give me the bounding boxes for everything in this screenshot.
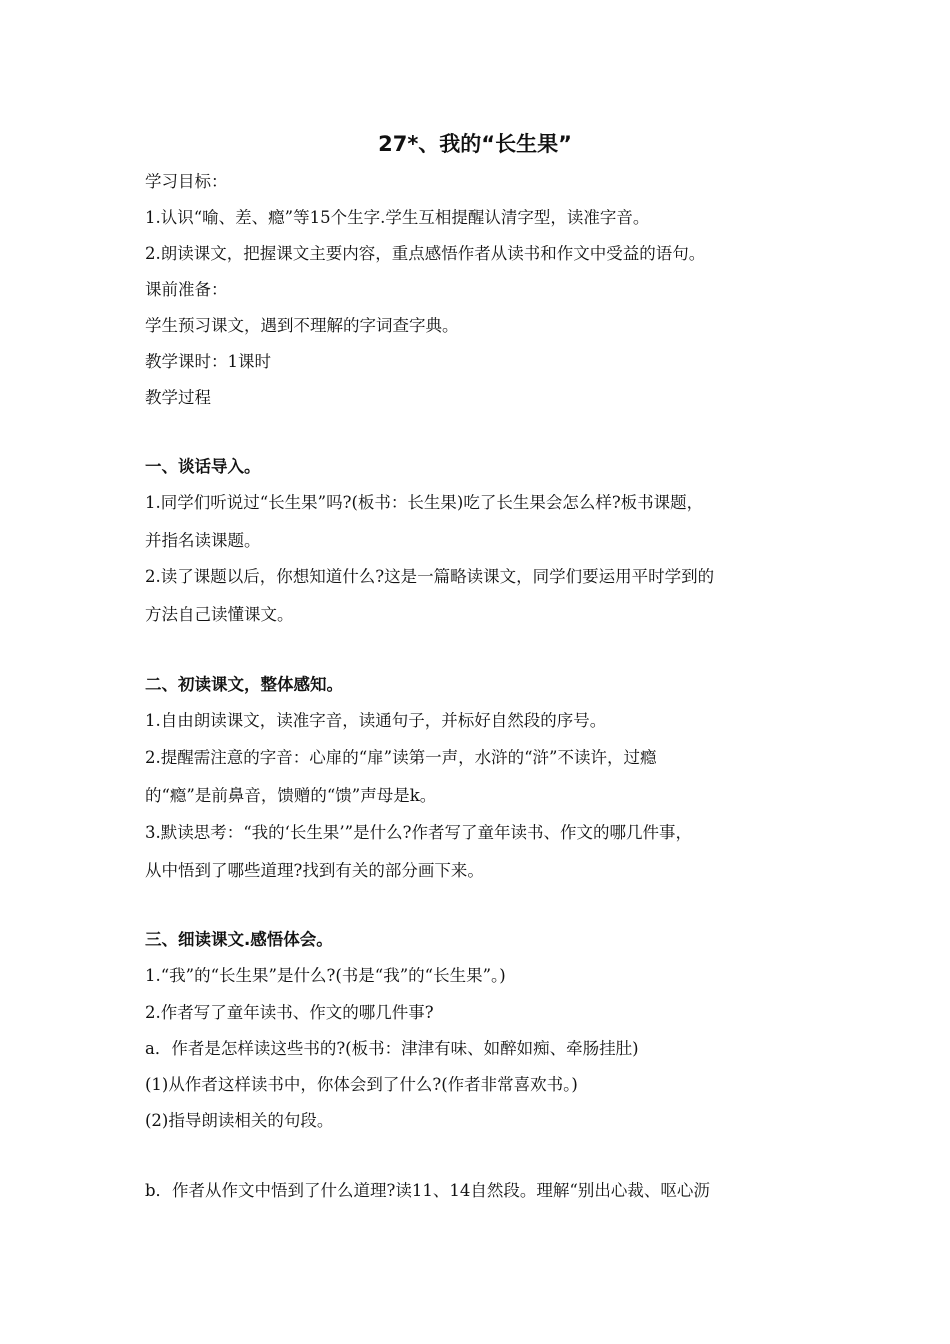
document-title: 27*、我的“长生果” [378, 132, 572, 156]
body-line: (1)从作者这样读书中，你体会到了什么?(作者非常喜欢书。) [145, 1075, 578, 1094]
body-line: 2.朗读课文，把握课文主要内容，重点感悟作者从读书和作文中受益的语句。 [145, 244, 706, 263]
body-line: 的“瘾”是前鼻音，馈赠的“馈”声母是k。 [145, 786, 437, 805]
body-line: 2.作者写了童年读书、作文的哪几件事? [145, 1003, 434, 1022]
body-line: 2.读了课题以后，你想知道什么?这是一篇略读课文，同学们要运用平时学到的 [145, 567, 715, 586]
section-heading: 二、初读课文，整体感知。 [145, 675, 343, 694]
body-line: 教学过程 [145, 388, 211, 407]
body-line: 1.同学们听说过“长生果”吗?(板书：长生果)吃了长生果会怎么样?板书课题， [145, 493, 704, 512]
body-line: 学生预习课文，遇到不理解的字词查字典。 [145, 316, 459, 335]
body-line: (2)指导朗读相关的句段。 [145, 1111, 334, 1130]
body-line: 教学课时：1课时 [145, 352, 271, 371]
section-heading: 三、细读课文.感悟体会。 [145, 930, 333, 949]
body-line: 1.“我”的“长生果”是什么?(书是“我”的“长生果”。) [145, 966, 506, 985]
body-line: 方法自己读懂课文。 [145, 605, 294, 624]
body-line: 2.提醒需注意的字音：心扉的“扉”读第一声，水浒的“浒”不读许，过瘾 [145, 748, 657, 767]
body-line: 从中悟到了哪些道理?找到有关的部分画下来。 [145, 861, 484, 880]
body-line: b．作者从作文中悟到了什么道理?读11、14自然段。理解“别出心裁、呕心沥 [145, 1181, 710, 1200]
body-line: 课前准备： [145, 280, 228, 299]
body-line: 1.认识“喻、差、瘾”等15个生字.学生互相提醒认清字型，读准字音。 [145, 208, 650, 227]
body-line: a．作者是怎样读这些书的?(板书：津津有味、如醉如痴、牵肠挂肚) [145, 1039, 639, 1058]
body-line: 学习目标： [145, 172, 228, 191]
body-line: 并指名读课题。 [145, 531, 261, 550]
body-line: 3.默读思考：“我的‘长生果’”是什么?作者写了童年读书、作文的哪几件事， [145, 823, 692, 842]
body-line: 1.自由朗读课文，读准字音，读通句子，并标好自然段的序号。 [145, 711, 607, 730]
section-heading: 一、谈话导入。 [145, 457, 261, 476]
